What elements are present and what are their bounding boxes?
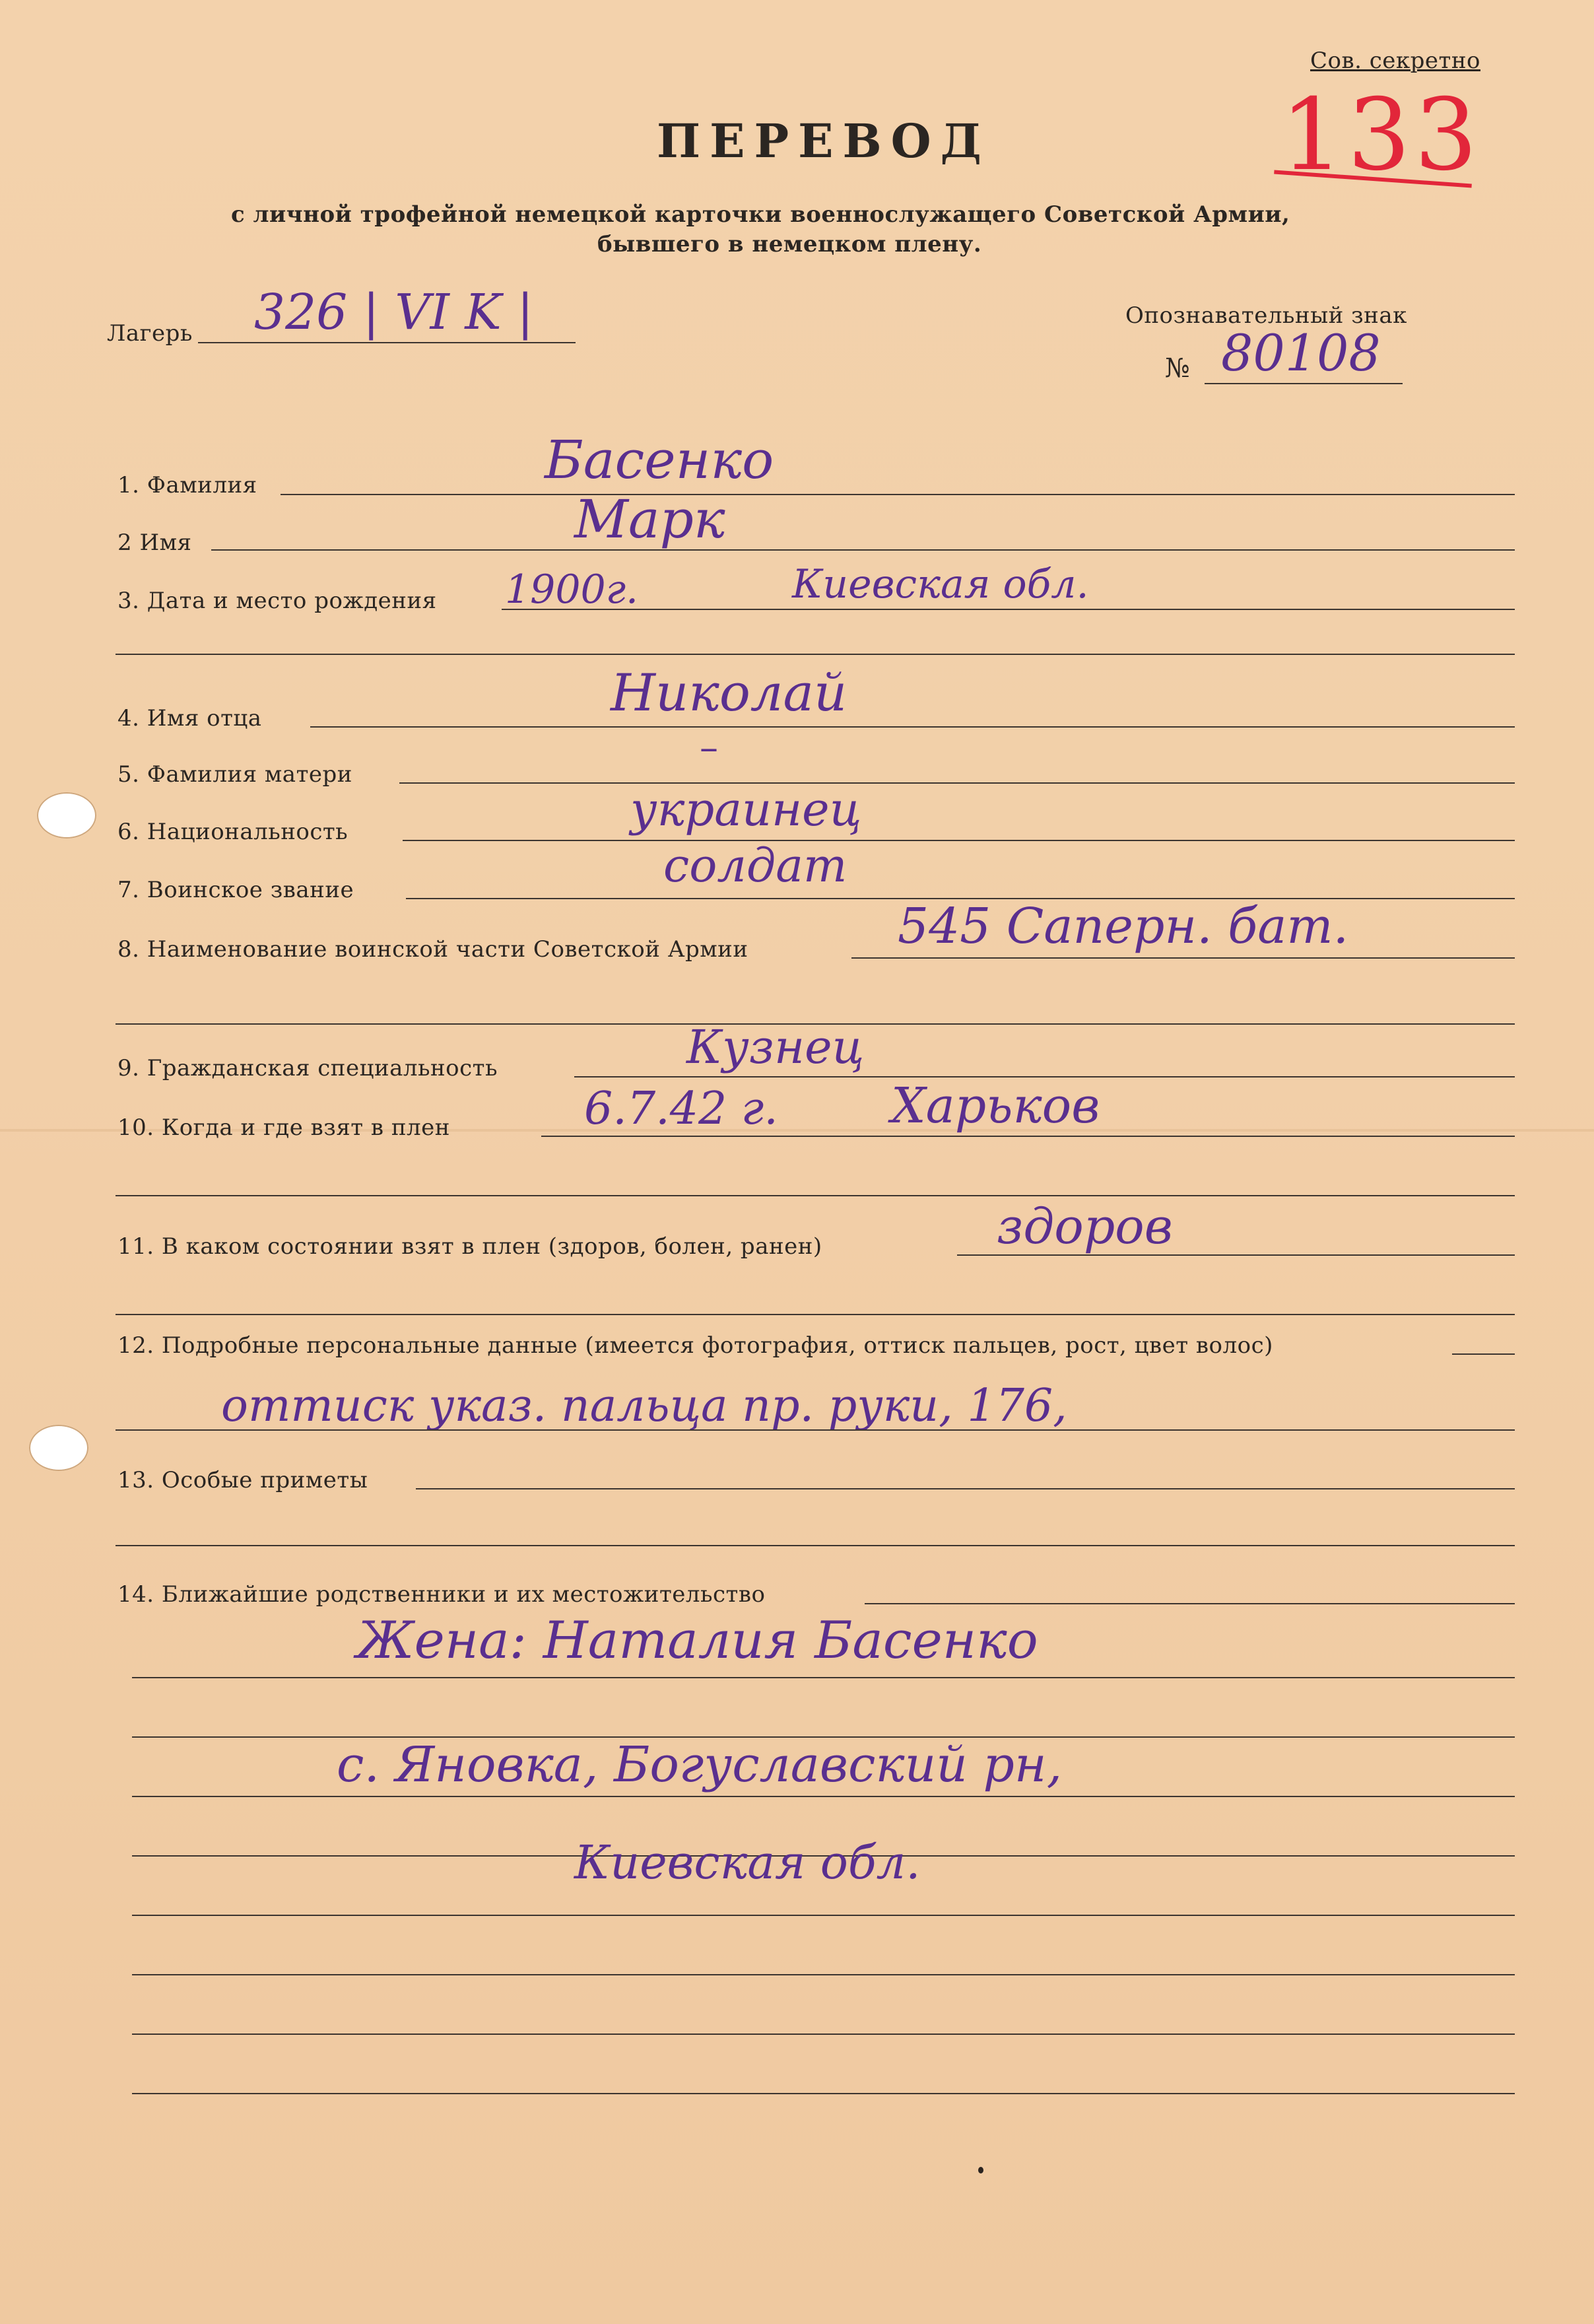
page-subtitle-line1: с личной трофейной немецкой карточки военнослужащего Советской Армии, [231, 201, 1290, 228]
rank-label: 7. Воинское звание [117, 877, 354, 903]
ink-dot [978, 2167, 983, 2173]
special-marks-label: 13. Особые приметы [117, 1467, 368, 1493]
rank-value: солдат [663, 838, 847, 893]
punch-hole-top [37, 792, 96, 838]
unit-value: 545 Саперн. бат. [898, 898, 1349, 955]
condition-value: здоров [997, 1198, 1173, 1255]
personal-data-value: оттиск указ. пальца пр. руки, 176, [221, 1380, 1067, 1432]
father-value: Николай [611, 664, 847, 723]
surname-value: Басенко [545, 429, 774, 491]
relatives-line-2: с. Яновка, Богуславский рн, [337, 1736, 1063, 1793]
id-tag-value: 80108 [1221, 324, 1381, 382]
nationality-value: украинец [630, 782, 862, 837]
name-label: 2 Имя [117, 530, 192, 556]
mother-value: – [700, 726, 718, 769]
relatives-line-1: Жена: Наталия Басенко [356, 1611, 1038, 1670]
personal-data-label: 12. Подробные персональные данные (имеется фотография, оттиск пальцев, рост, цвет волос) [117, 1332, 1273, 1359]
archive-number: 133 [1280, 78, 1482, 193]
camp-label: Лагерь [107, 320, 193, 347]
page-title: ПЕРЕВОД [657, 114, 991, 168]
surname-label: 1. Фамилия [117, 472, 257, 498]
captured-place-value: Харьков [891, 1077, 1100, 1134]
birth-label: 3. Дата и место рождения [117, 588, 437, 614]
condition-label: 11. В каком состоянии взят в плен (здоров, болен, ранен) [117, 1233, 822, 1260]
page-subtitle-line2: бывшего в немецком плену. [597, 231, 982, 257]
nationality-label: 6. Национальность [117, 819, 349, 845]
mother-label: 5. Фамилия матери [117, 761, 352, 788]
civil-specialty-label: 9. Гражданская специальность [117, 1055, 498, 1081]
unit-label: 8. Наименование воинской части Советской Армии [117, 936, 748, 963]
captured-label: 10. Когда и где взят в плен [117, 1114, 450, 1141]
classification-stamp: Сов. секретно [1310, 48, 1480, 74]
punch-hole-bottom [29, 1425, 88, 1471]
id-tag-prefix: № [1165, 353, 1191, 384]
name-value: Марк [574, 489, 725, 550]
civil-specialty-value: Кузнец [686, 1020, 865, 1074]
birth-date-value: 1900г. [505, 566, 639, 613]
camp-value: 326 | VI K | [254, 284, 534, 341]
relatives-line-3: Киевская обл. [574, 1835, 921, 1890]
captured-date-value: 6.7.42 г. [584, 1083, 778, 1135]
relatives-label: 14. Ближайшие родственники и их местожительство [117, 1581, 766, 1608]
birth-place-value: Киевская обл. [792, 561, 1089, 607]
id-tag-label: Опознавательный знак [1125, 302, 1407, 329]
father-label: 4. Имя отца [117, 705, 262, 732]
